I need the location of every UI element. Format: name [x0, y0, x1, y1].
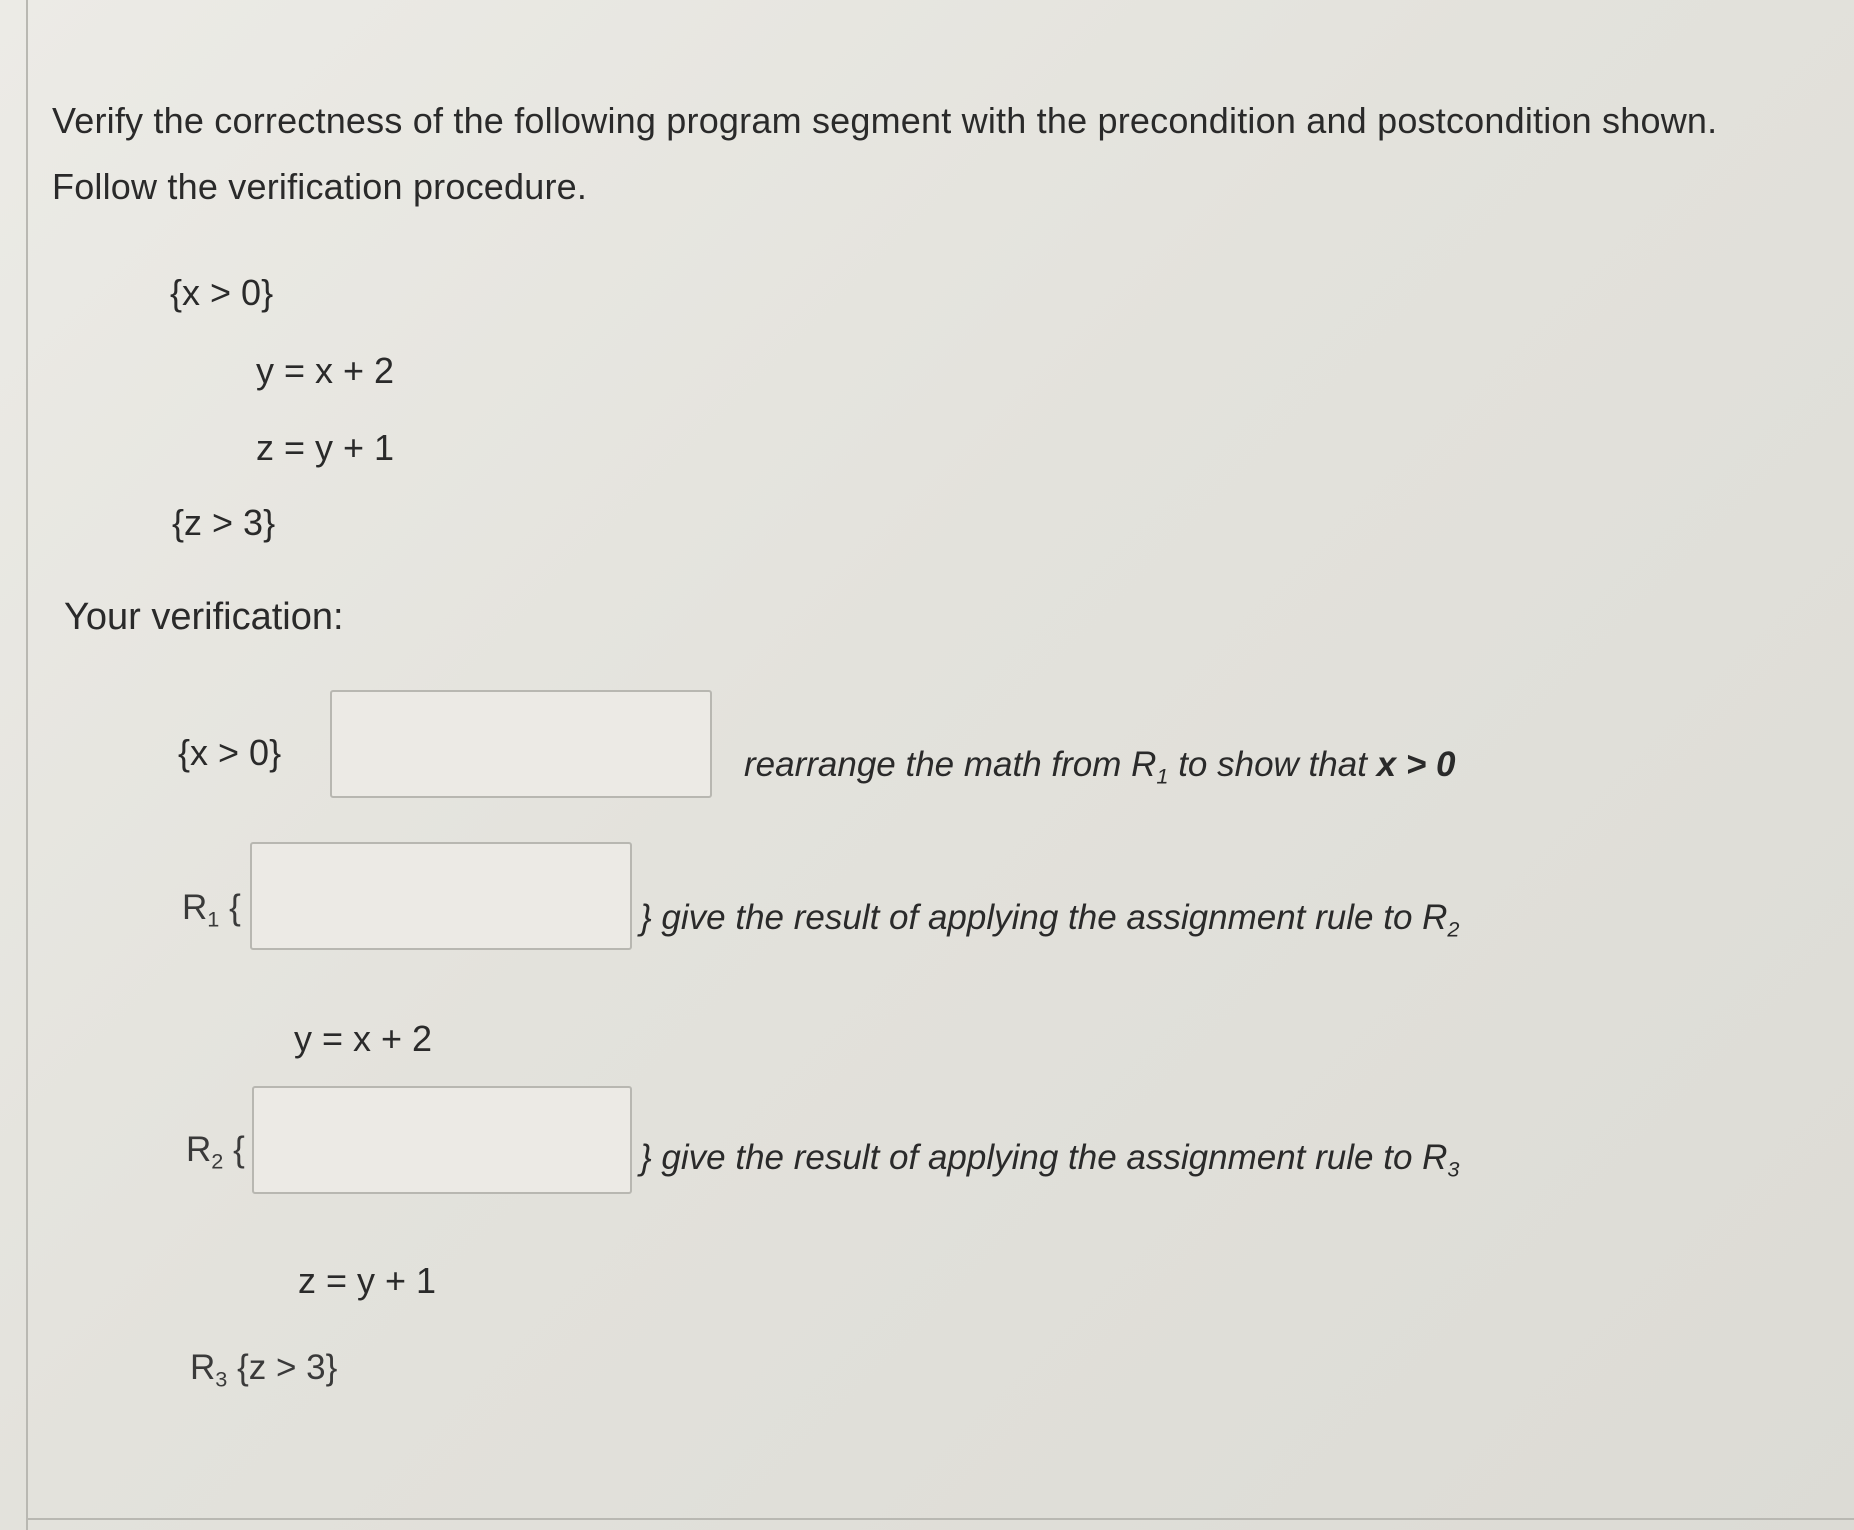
hint-1	[744, 745, 1456, 789]
r1-subscript: 1	[207, 906, 220, 932]
answer-input-1[interactable]	[330, 690, 712, 798]
hint-2	[640, 898, 1460, 942]
hint-3-subscript: 3	[1447, 1156, 1460, 1182]
postcondition: {z > 3}	[172, 502, 276, 543]
panel-bottom-border	[26, 1518, 1854, 1520]
panel-left-border	[26, 0, 28, 1530]
hint-2-text: } give the result of applying the assignment rule to R	[640, 898, 1448, 937]
answer-input-r2[interactable]	[252, 1086, 632, 1194]
precondition: {x > 0}	[170, 272, 274, 313]
question-line-2: Follow the verification procedure.	[52, 166, 588, 207]
hint-1-prefix: rearrange the math from R	[744, 745, 1157, 784]
hint-1-subscript: 1	[1156, 763, 1169, 789]
hint-3-text: } give the result of applying the assignment rule to R	[640, 1138, 1448, 1177]
program-statement-2: z = y + 1	[256, 427, 395, 468]
question-prompt	[52, 88, 1842, 220]
r2-open-brace: {	[223, 1130, 245, 1169]
r2-label	[186, 1130, 245, 1174]
question-line-1: Verify the correctness of the following program segment with the precondition and postcondition shown.	[52, 100, 1718, 141]
verification-precondition: {x > 0}	[178, 732, 282, 773]
hint-1-target: x > 0	[1376, 745, 1456, 784]
hint-2-subscript: 2	[1447, 916, 1460, 942]
r1-label	[182, 888, 241, 932]
verification-statement-2: z = y + 1	[298, 1260, 437, 1301]
r3-subscript: 3	[215, 1366, 228, 1392]
r3-postcondition	[190, 1348, 338, 1392]
r2-letter: R	[186, 1130, 212, 1169]
answer-input-r1[interactable]	[250, 842, 632, 950]
r3-letter: R	[190, 1348, 216, 1387]
hint-3	[640, 1138, 1460, 1182]
program-statement-1: y = x + 2	[256, 350, 395, 391]
r1-letter: R	[182, 888, 208, 927]
r2-subscript: 2	[211, 1148, 224, 1174]
verification-heading: Your verification:	[64, 596, 344, 638]
r1-open-brace: {	[219, 888, 241, 927]
r3-condition: {z > 3}	[227, 1348, 338, 1387]
hint-1-suffix: to show that	[1168, 745, 1377, 784]
verification-statement-1: y = x + 2	[294, 1018, 433, 1059]
